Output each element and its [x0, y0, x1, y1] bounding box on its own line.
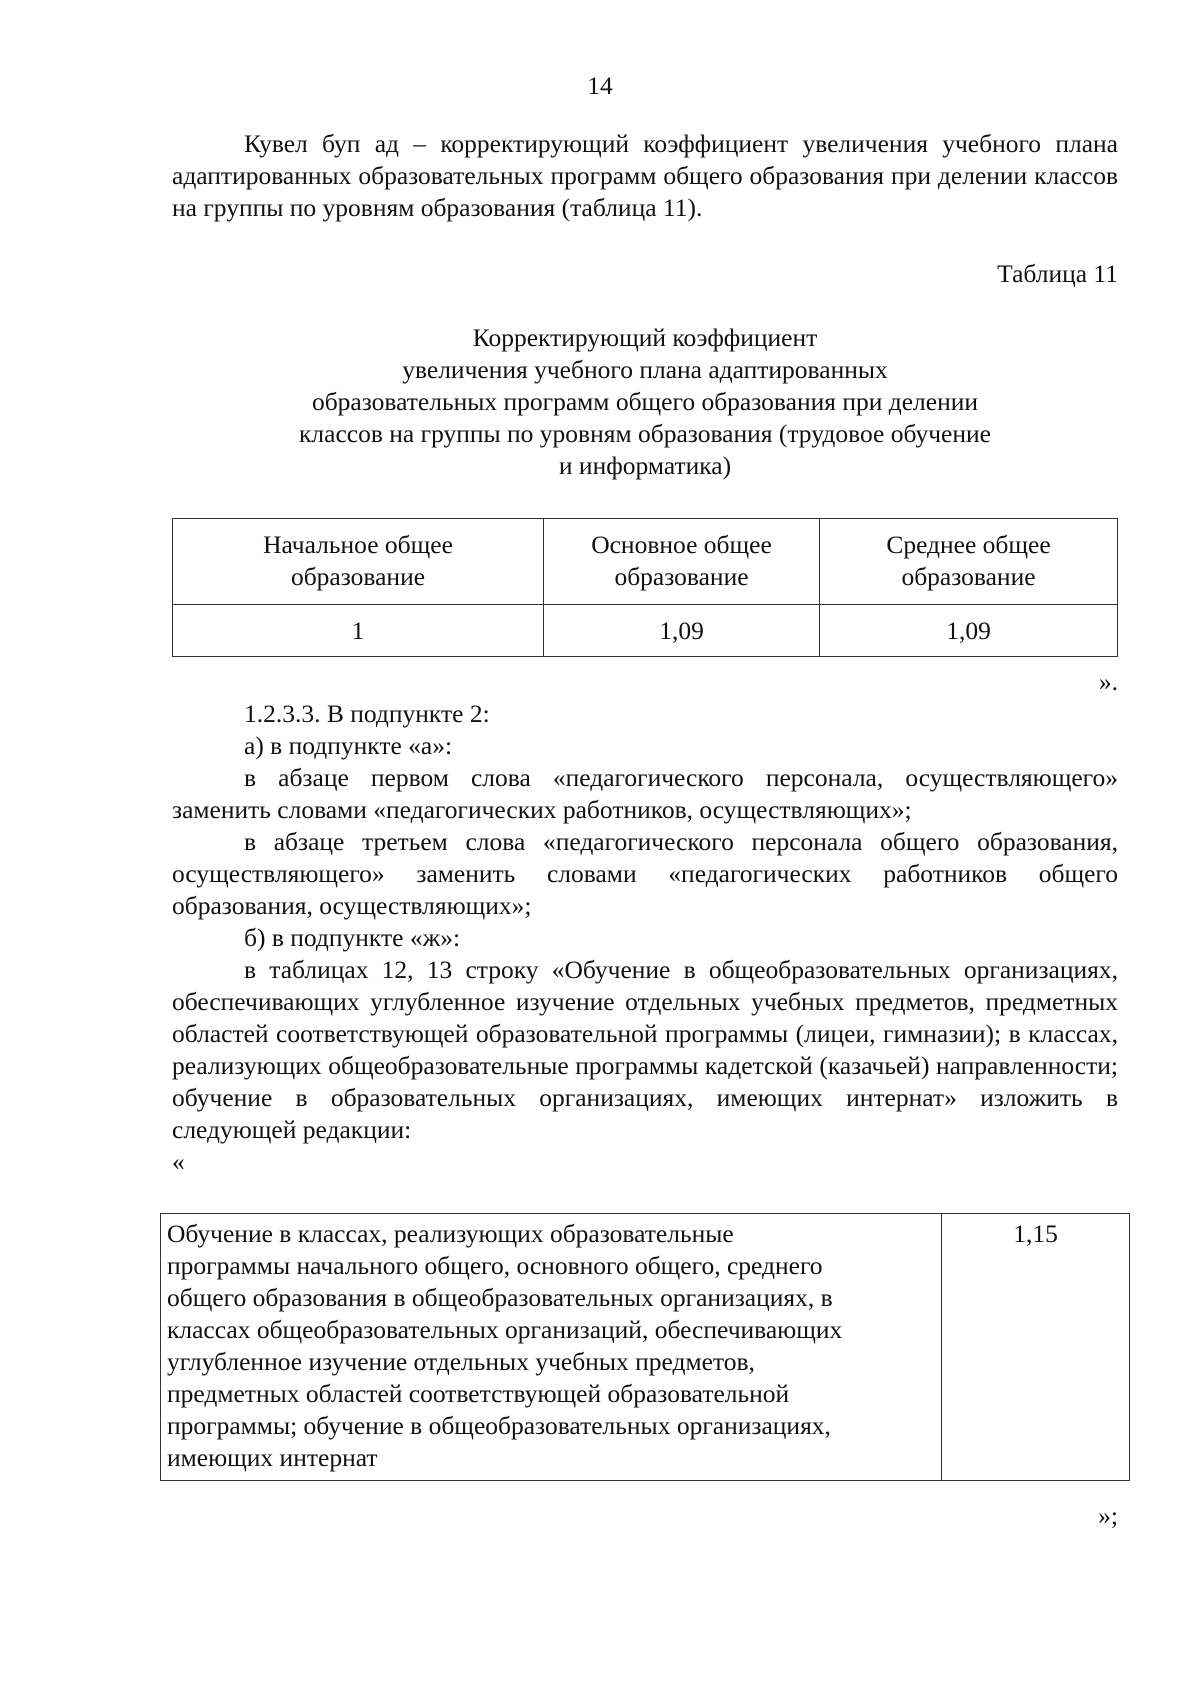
value-cell: 1,09 — [820, 605, 1118, 657]
coefficient-table — [172, 518, 1118, 657]
table-header-row — [173, 519, 1118, 605]
header-text: Среднее общее образование — [886, 530, 1051, 591]
table11-title-line: увеличения учебного плана адаптированных — [402, 355, 888, 384]
header-cell-secondary — [820, 519, 1118, 605]
row-closing-quote: »; — [1098, 1501, 1118, 1530]
table11-title-line: образовательных программ общего образования при делении — [311, 387, 979, 416]
table11-closing-quote: ». — [1098, 667, 1118, 696]
table11-closing-wrap — [172, 666, 1118, 698]
header-cell-basic — [544, 519, 820, 605]
value-cell: 1 — [173, 605, 544, 657]
table11-label: Таблица 11 — [997, 259, 1118, 288]
subitem-a-para3: в абзаце третьем слова «педагогического персонала общего образования, осуществляющего» заменить словами «педагогических работников общего образования, осуществляющих»; — [172, 827, 1118, 920]
table-row — [161, 1214, 1130, 1481]
header-cell-primary — [173, 519, 544, 605]
table11-label-wrap — [172, 258, 1118, 290]
row-closing-wrap — [172, 1500, 1118, 1532]
intro-paragraph: Кувел буп ад – корректирующий коэффициент увеличения учебного плана адаптированных образовательных программ общего образования при делении классов на группы по уровням образования (таблица 11). — [172, 129, 1118, 222]
table11-title-line: классов на группы по уровням образования (трудовое обучение — [299, 419, 991, 448]
coefficient-cell: 1,15 — [942, 1214, 1130, 1481]
table11-title-line: и информатика) — [558, 451, 732, 480]
table11-title-line: Корректирующий коэффициент — [472, 323, 818, 352]
amendments-section — [172, 698, 1118, 1178]
table-row — [173, 605, 1118, 657]
header-text: Основное общее образование — [591, 530, 772, 591]
table11-title — [172, 322, 1118, 482]
value-cell: 1,09 — [544, 605, 820, 657]
intro-section — [172, 128, 1118, 224]
row-description: Обучение в классах, реализующих образовательные программы начального общего, основного общего, среднего общего образования в общеобразовательных организациях, в классах общеобразовательных организаций, обеспечивающих углубленное изучение отдельных учебных предметов, предметных областей соответствующей образовательной программы; обучение в общеобразовательных организациях, имеющих интернат — [167, 1219, 843, 1472]
open-quote: « — [172, 1147, 185, 1176]
item-heading: 1.2.3.3. В подпункте 2: — [244, 699, 490, 728]
subitem-b-para: в таблицах 12, 13 строку «Обучение в общеобразовательных организациях, обеспечивающих углубленное изучение отдельных учебных предметов, предметных областей соответствующей образовательной программы (лицеи, гимназии); в классах, реализующих общеобразовательные программы кадетской (казачьей) направленности; обучение в образовательных организациях, имеющих интернат» изложить в следующей редакции: — [172, 955, 1118, 1144]
subitem-a: а) в подпункте «а»: — [244, 731, 453, 760]
description-cell — [161, 1214, 942, 1481]
replacement-row-table — [160, 1213, 1130, 1481]
subitem-a-para1: в абзаце первом слова «педагогического персонала, осуществляющего» заменить словами «педагогических работников, осуществляющих»; — [172, 763, 1118, 824]
subitem-b: б) в подпункте «ж»: — [244, 923, 461, 952]
page-number: 14 — [587, 71, 613, 100]
header-text: Начальное общее образование — [263, 530, 453, 591]
